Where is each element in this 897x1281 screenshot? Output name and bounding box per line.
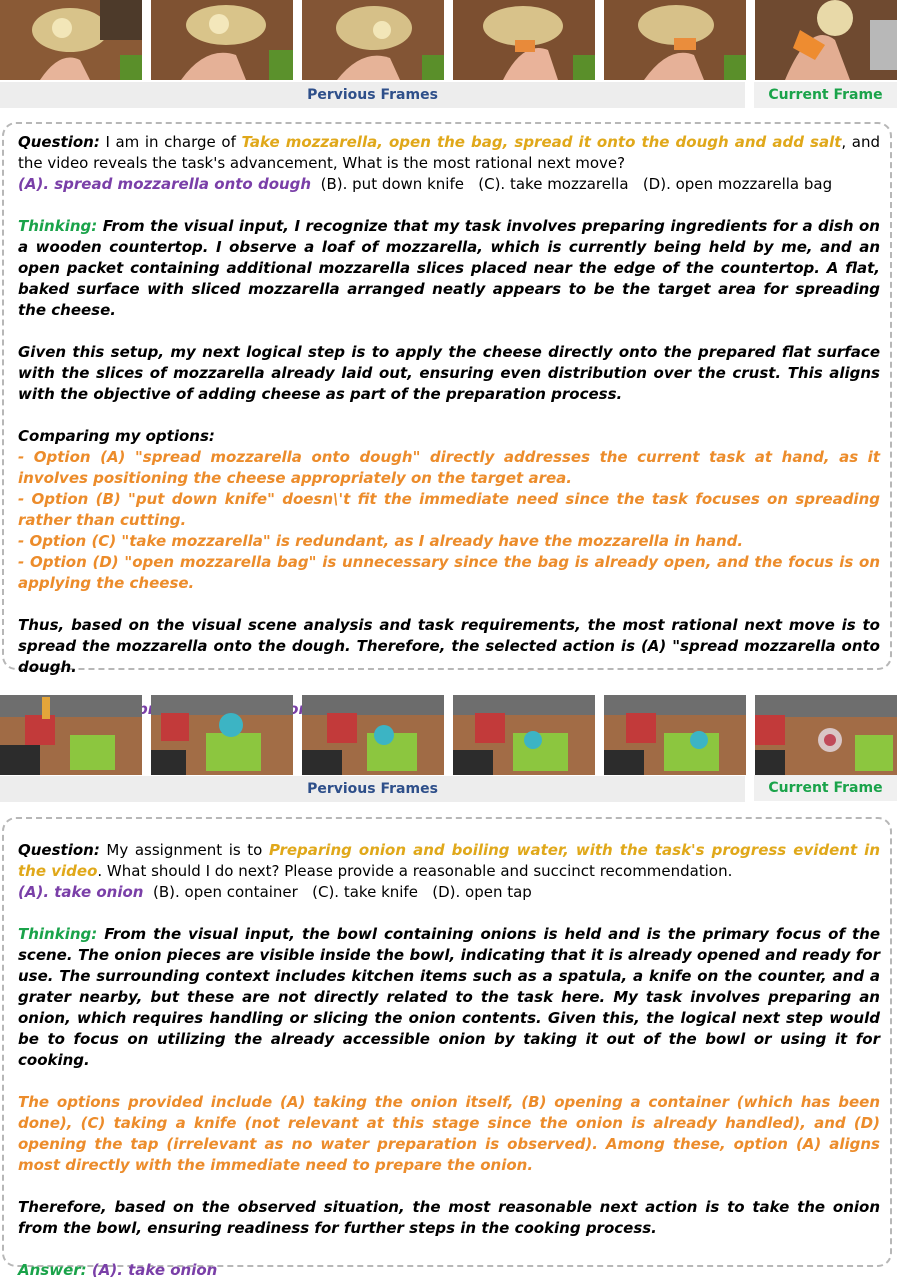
option-analysis-d: - Option (D) "open mozzarella bag" is unnecessary since the bag is already open, and the focus is on applying the cheese. — [18, 553, 880, 592]
thinking-text-1: From the visual input, the bowl containing onions is held and is the primary focus of the scene. The onion pieces are visible inside the bowl, indicating that it is already opened and ready for use. The surrounding context includes kitchen items such as a spatula, a knife on the counter, and a grater nearby, but these are not directly related to the task here. My task involves preparing an onion, which requires handling or slicing the onion contents. Given this, the logical next step would be to focus on utilizing the already accessible onion by taking it out of the bowl or using it for cooking. — [18, 925, 880, 1069]
option-analysis-b: - Option (B) "put down knife" doesn\'t fit the immediate need since the task focuses on spreading rather than cutting. — [18, 490, 880, 529]
thinking-label: Thinking: — [18, 217, 98, 235]
previous-frame-2 — [151, 0, 293, 80]
answer — [18, 1260, 880, 1281]
frame-strip-1 — [0, 0, 897, 80]
previous-frames-caption: Pervious Frames — [0, 776, 745, 802]
current-frame-caption: Current Frame — [754, 775, 897, 801]
task-text: Preparing onion and boiling water, with the task's progress evident in the video — [18, 841, 880, 880]
previous-frame-5 — [604, 0, 746, 80]
previous-frame-1 — [0, 695, 142, 775]
thinking-conclusion: Therefore, based on the observed situation, the most reasonable next action is to take the onion from the bowl, ensuring readiness for further steps in the cooking process. — [18, 1198, 880, 1237]
previous-frame-3 — [302, 0, 444, 80]
example-1-text — [18, 132, 880, 720]
question — [18, 840, 880, 882]
options — [18, 882, 880, 903]
answer-label: Answer: — [18, 1261, 87, 1279]
question-label: Question: — [18, 133, 100, 151]
current-frame-caption: Current Frame — [754, 82, 897, 108]
comparing-heading: Comparing my options: — [18, 427, 215, 445]
task-text: Take mozzarella, open the bag, spread it onto the dough and add salt — [241, 133, 842, 151]
question-text-post: , and the video reveals the task's advancement, What is the most rational next move? — [18, 133, 880, 172]
previous-frame-4 — [453, 0, 595, 80]
thinking-paragraph-1 — [18, 216, 880, 321]
question-text-pre: My assignment is to — [99, 841, 269, 859]
question-text-post: . What should I do next? Please provide a reasonable and succinct recommendation. — [97, 862, 733, 880]
answer-text: (A). take onion — [86, 1261, 218, 1279]
thinking-conclusion: Thus, based on the visual scene analysis and task requirements, the most rational next move is to spread the mozzarella onto the dough. Therefore, the selected action is (A) "spread mozzarella onto dough. — [18, 616, 880, 676]
question-label: Question: — [18, 841, 100, 859]
current-frame — [755, 695, 897, 775]
current-frame — [755, 0, 897, 80]
previous-frame-4 — [453, 695, 595, 775]
other-options: (B). open container (C). take knife (D). open tap — [143, 883, 532, 901]
option-analysis-a: - Option (A) "spread mozzarella onto dough" directly addresses the current task at hand, as it involves positioning the cheese appropriately on the target area. — [18, 448, 880, 487]
frame-strip-2 — [0, 695, 897, 775]
thinking-paragraph-2: Given this setup, my next logical step is to apply the cheese directly onto the prepared flat surface with the slices of mozzarella already laid out, ensuring even distribution over the crust. This aligns with the objective of adding cheese as part of the preparation process. — [18, 343, 880, 403]
example-2-text — [18, 840, 880, 1281]
previous-frame-3 — [302, 695, 444, 775]
previous-frame-1 — [0, 0, 142, 80]
previous-frame-5 — [604, 695, 746, 775]
options — [18, 174, 880, 195]
option-a: (A). take onion — [18, 883, 144, 901]
previous-frame-2 — [151, 695, 293, 775]
other-options: (B). put down knife (C). take mozzarella (D). open mozzarella bag — [311, 175, 833, 193]
question — [18, 132, 880, 174]
question-text-pre: I am in charge of — [99, 133, 242, 151]
option-analysis-c: - Option (C) "take mozzarella" is redundant, as I already have the mozzarella in hand. — [18, 532, 744, 550]
thinking-paragraph-1 — [18, 924, 880, 1071]
thinking-label: Thinking: — [18, 925, 98, 943]
thinking-text-1: From the visual input, I recognize that my task involves preparing ingredients for a dish on a wooden countertop. I observe a loaf of mozzarella, which is currently being held by me, and an open packet containing additional mozzarella slices placed near the edge of the countertop. A flat, baked surface with sliced mozzarella arranged neatly appears to be the target area for spreading the cheese. — [18, 217, 880, 319]
option-analysis: The options provided include (A) taking the onion itself, (B) opening a container (which has been done), (C) taking a knife (not relevant at this stage since the onion is already handled), and (D) opening the tap (irrelevant as no water preparation is observed). Among these, option (A) aligns most directly with the immediate need to prepare the onion. — [18, 1093, 880, 1174]
option-a: (A). spread mozzarella onto dough — [18, 175, 312, 193]
previous-frames-caption: Pervious Frames — [0, 82, 745, 108]
